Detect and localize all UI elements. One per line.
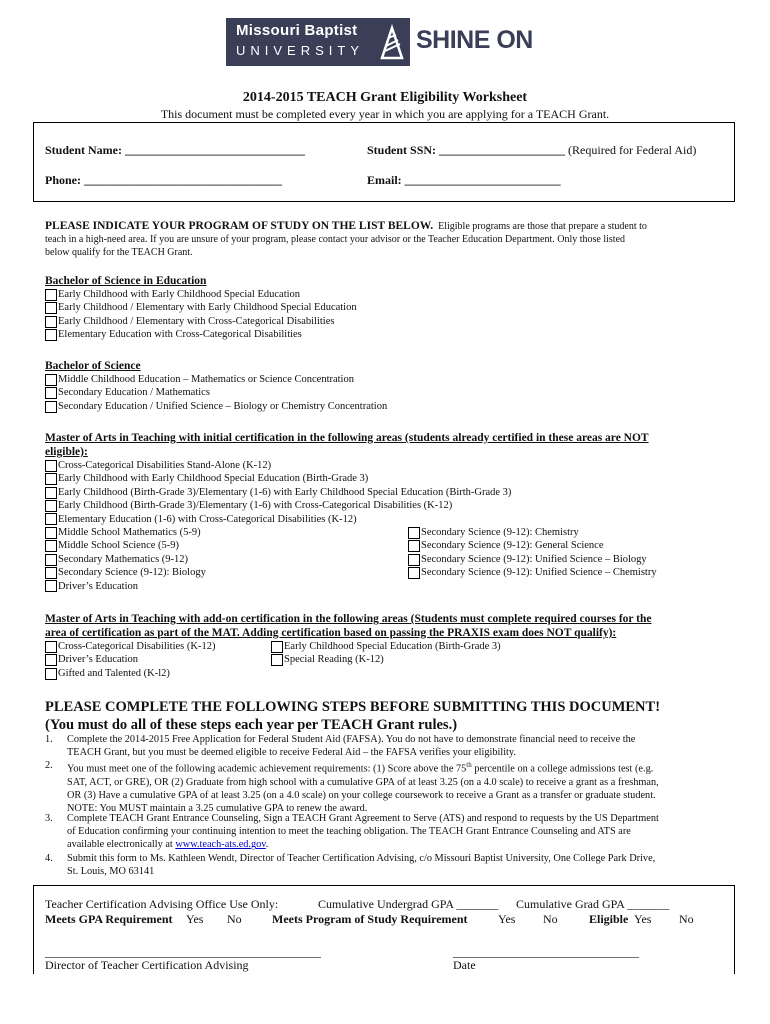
steps-heading-1: PLEASE COMPLETE THE FOLLOWING STEPS BEFORE SUBMITTING THIS DOCUMENT! [45,699,661,715]
checkbox-item[interactable] [45,472,735,485]
step-3-line-1: Complete TEACH Grant Entrance Counseling, Sign a TEACH Grant Agreement to Serve (ATS) and respond to requests by the US Department [67,813,659,824]
checkbox-item[interactable] [408,566,657,579]
checkbox[interactable] [408,540,420,552]
mat-initial-heading-2: eligible): [45,446,88,458]
checkbox[interactable] [45,580,57,592]
checkbox[interactable] [45,460,57,472]
checkbox-item[interactable] [45,553,206,566]
instructions-text-1: Eligible programs are those that prepare a student to [438,221,647,232]
checkbox-item[interactable] [45,513,735,526]
checkbox[interactable] [45,487,57,499]
step-2-line-1 [67,759,747,776]
checkbox-item[interactable] [45,486,735,499]
checkbox-item[interactable] [45,400,387,413]
section-mat-initial [45,431,735,596]
eligible-no-option[interactable]: No [679,912,694,926]
checkbox-label: Secondary Mathematics (9-12) [58,553,189,565]
checkbox[interactable] [408,567,420,579]
step-1-line-2: TEACH Grant, but you must be deemed eligible to receive Federal Aid – the FAFSA verifies your eligibility. [67,747,516,759]
steps-list [45,733,745,879]
checkbox-label: Early Childhood Special Education (Birth-Grade 3) [284,641,501,652]
checkbox-label: Middle School Science (5-9) [58,540,180,552]
checkbox[interactable] [408,554,420,566]
steps-section [45,698,745,734]
gpa-no-option[interactable]: No [227,912,242,926]
mat-addon-right-column [271,640,501,667]
signature-label: Director of Teacher Certification Advising [45,958,249,972]
step-3-period: . [265,839,269,851]
checkbox[interactable] [45,554,57,566]
checkbox-label: Secondary Science (9-12): General Science [421,540,604,552]
phone-field[interactable]: Phone: _________________________________ [45,173,282,187]
checkbox[interactable] [45,473,57,485]
grad-gpa-field[interactable]: Cumulative Grad GPA _______ [516,897,670,911]
checkbox[interactable] [45,329,57,341]
checkbox-label: Gifted and Talented (K-l2) [58,667,170,679]
checkbox[interactable] [271,654,283,666]
checkbox-label: Secondary Education / Unified Science – Biology or Chemistry Concentration [58,400,388,412]
step-3-line-2: of Education confirming your continuing intention to meet the teaching obligation. The TEACH Grant Entrance Counseling and ATS are [67,826,631,838]
instructions-lead: PLEASE INDICATE YOUR PROGRAM OF STUDY ON THE LIST BELOW. [45,220,434,232]
checkbox-item[interactable] [408,539,657,552]
checkbox-label: Secondary Science (9-12): Unified Science – Chemistry [421,567,657,579]
checkbox-item[interactable] [45,580,206,593]
checkbox-item[interactable] [45,539,206,552]
checkbox-label: Early Childhood with Early Childhood Special Education [58,289,301,300]
checkbox-label: Secondary Science (9-12): Chemistry [421,527,579,539]
program-yes-option[interactable]: Yes [498,912,516,926]
checkbox-label: Elementary Education (1-6) with Cross-Categorical Disabilities (K-12) [58,513,357,525]
teach-ats-link[interactable]: www.teach-ats.ed.gov [175,839,266,851]
step-number: 2. [45,760,53,771]
checkbox-label: Secondary Science (9-12): Unified Science – Biology [421,553,647,565]
logo-tagline: SHINE ON [416,26,533,54]
logo-name: Missouri Baptist [236,22,358,39]
checkbox[interactable] [45,302,57,314]
eligible-yes-option[interactable]: Yes [634,912,652,926]
checkbox[interactable] [45,316,57,328]
mat-addon-heading-1: Master of Arts in Teaching with add-on certification in the following areas (Students must complete required courses for the [45,613,652,625]
student-ssn-field[interactable] [367,143,696,158]
checkbox-item[interactable] [45,653,215,666]
checkbox[interactable] [45,527,57,539]
checkbox-item[interactable] [45,328,357,341]
checkbox-label: Early Childhood (Birth-Grade 3)/Elementary (1-6) with Early Childhood Special Education (Birth-Grade 3) [58,486,512,498]
checkbox-label: Middle Childhood Education – Mathematics or Science Concentration [58,374,354,385]
mat-initial-right-column [408,526,657,580]
steps-heading-2: (You must do all of these steps each year per TEACH Grant rules.) [45,717,458,733]
step-number: 1. [45,734,53,745]
university-logo [226,18,548,66]
checkbox-item[interactable] [271,653,501,666]
date-label: Date [453,958,476,972]
logo-university: UNIVERSITY [236,43,365,58]
checkbox-item[interactable] [45,301,357,314]
checkbox-label: Early Childhood / Elementary with Cross-Categorical Disabilities [58,315,335,327]
checkbox-label: Secondary Science (9-12): Biology [58,567,206,579]
checkbox[interactable] [45,654,57,666]
gpa-requirement-label: Meets GPA Requirement [45,912,173,926]
ssn-label: Student SSN: _____________________ [367,143,566,157]
step-4-line-1: Submit this form to Ms. Kathleen Wendt, Director of Teacher Certification Advising, c/o Missouri Baptist University, One College Park Drive, [67,853,656,864]
checkbox-label: Driver’s Education [58,580,138,592]
checkbox-item[interactable] [45,499,735,512]
superscript: th [466,761,472,769]
email-field[interactable]: Email: __________________________ [367,173,561,187]
date-line[interactable]: _______________________________ [453,945,639,959]
checkbox[interactable] [45,401,57,413]
program-instructions [45,220,735,259]
signature-line[interactable]: ______________________________________________ [45,945,321,959]
page-title: 2014-2015 TEACH Grant Eligibility Worksheet [242,90,528,105]
mat-addon-left-column [45,640,215,680]
student-name-field[interactable]: Student Name: ______________________________ [45,143,305,157]
mat-addon-two-columns [45,640,735,682]
step-2-text-end: percentile on a college admissions test (e.g. [471,763,654,775]
checkbox-label: Early Childhood / Elementary with Early Childhood Special Education [58,302,357,314]
checkbox-item[interactable] [45,640,215,653]
checkbox-item[interactable] [45,386,387,399]
section-bs [45,359,387,413]
checkbox-label: Special Reading (K-12) [284,654,384,666]
step-2-line-2: SAT, ACT, or GRE), OR (2) Graduate from high school with a cumulative GPA of at least 3.25 (on a 4.0 scale) to receive a grant as a freshman, [67,776,659,788]
step-4-line-2: St. Louis, MO 63141 [67,866,155,878]
instructions-text-3: below qualify for the TEACH Grant. [45,247,193,258]
step-number: 3. [45,813,53,824]
checkbox[interactable] [408,527,420,539]
mat-initial-two-columns [45,526,735,596]
checkbox[interactable] [45,668,57,680]
checkbox-label: Early Childhood with Early Childhood Special Education (Birth-Grade 3) [58,473,369,485]
checkbox-item[interactable] [408,526,657,539]
checkbox-item[interactable] [45,373,387,386]
mat-addon-heading-2: area of certification as part of the MAT. Adding certification based on passing the PRAXIS exam does NOT qualify): [45,627,617,639]
checkbox-item[interactable] [45,315,357,328]
checkbox-item[interactable] [45,667,215,680]
checkbox-item[interactable] [408,553,657,566]
checkbox[interactable] [45,500,57,512]
checkbox-item[interactable] [271,640,501,653]
eligible-label: Eligible [589,912,629,926]
checkbox-label: Driver’s Education [58,654,138,666]
bs-heading: Bachelor of Science [45,360,141,372]
checkbox-label: Middle School Mathematics (5-9) [58,527,201,539]
step-2-line-3: OR (3) Have a cumulative GPA of at least 3.25 (on a 4.0 scale) on your college coursework to receive a Grant as a transfer or graduate student. [67,789,656,801]
checkbox-label: Early Childhood (Birth-Grade 3)/Elementary (1-6) with Cross-Categorical Disabilities (K-12) [58,500,453,512]
checkbox[interactable] [45,374,57,386]
checkbox-label: Secondary Education / Mathematics [58,387,210,399]
lighthouse-icon [378,24,406,60]
mat-initial-heading-1: Master of Arts in Teaching with initial certification in the following areas (students already certified in these areas are NOT [45,432,649,444]
instructions-text-2: teach in a high-need area. If you are unsure of your program, please contact your advisor or the Teacher Education Department. Only those listed [45,234,626,245]
undergrad-gpa-field[interactable]: Cumulative Undergrad GPA _______ [318,897,499,911]
checkbox-label: Elementary Education with Cross-Categorical Disabilities [58,329,302,341]
checkbox[interactable] [45,289,57,301]
program-requirement-label: Meets Program of Study Requirement [272,912,468,926]
student-info-box [33,122,735,202]
checkbox[interactable] [45,641,57,653]
step-number: 4. [45,853,53,864]
step-3-line-3 [67,838,747,851]
checkbox-item[interactable] [45,566,206,579]
checkbox-item[interactable] [45,288,357,301]
step-2-line-4: NOTE: You MUST maintain a 3.25 cumulative GPA to renew the award. [67,803,368,815]
checkbox[interactable] [45,387,57,399]
ssn-note: (Required for Federal Aid) [565,143,697,157]
gpa-yes-option[interactable]: Yes [186,912,204,926]
checkbox[interactable] [45,567,57,579]
checkbox-item[interactable] [45,459,735,472]
checkbox-label: Cross-Categorical Disabilities (K-12) [58,641,216,652]
office-use-label: Teacher Certification Advising Office Use Only: [45,897,279,911]
step-2-text: You must meet one of the following academic achievement requirements: (1) Score above the 75 [67,763,467,775]
page-subtitle: This document must be completed every year in which you are applying for a TEACH Grant. [160,107,610,121]
checkbox-item[interactable] [45,526,206,539]
checkbox-label: Cross-Categorical Disabilities Stand-Alone (K-12) [58,460,272,471]
logo-wordmark-box [226,18,410,66]
program-no-option[interactable]: No [543,912,558,926]
step-1-line-1: Complete the 2014-2015 Free Application for Federal Student Aid (FAFSA). You do not have to demonstrate financial need to receive the [67,734,636,745]
step-3-text: available electronically at [67,839,176,851]
bse-heading: Bachelor of Science in Education [45,275,207,287]
checkbox[interactable] [45,540,57,552]
mat-initial-left-column [45,526,206,593]
section-mat-addon [45,612,735,682]
checkbox[interactable] [45,513,57,525]
checkbox[interactable] [271,641,283,653]
section-bse [45,274,357,342]
